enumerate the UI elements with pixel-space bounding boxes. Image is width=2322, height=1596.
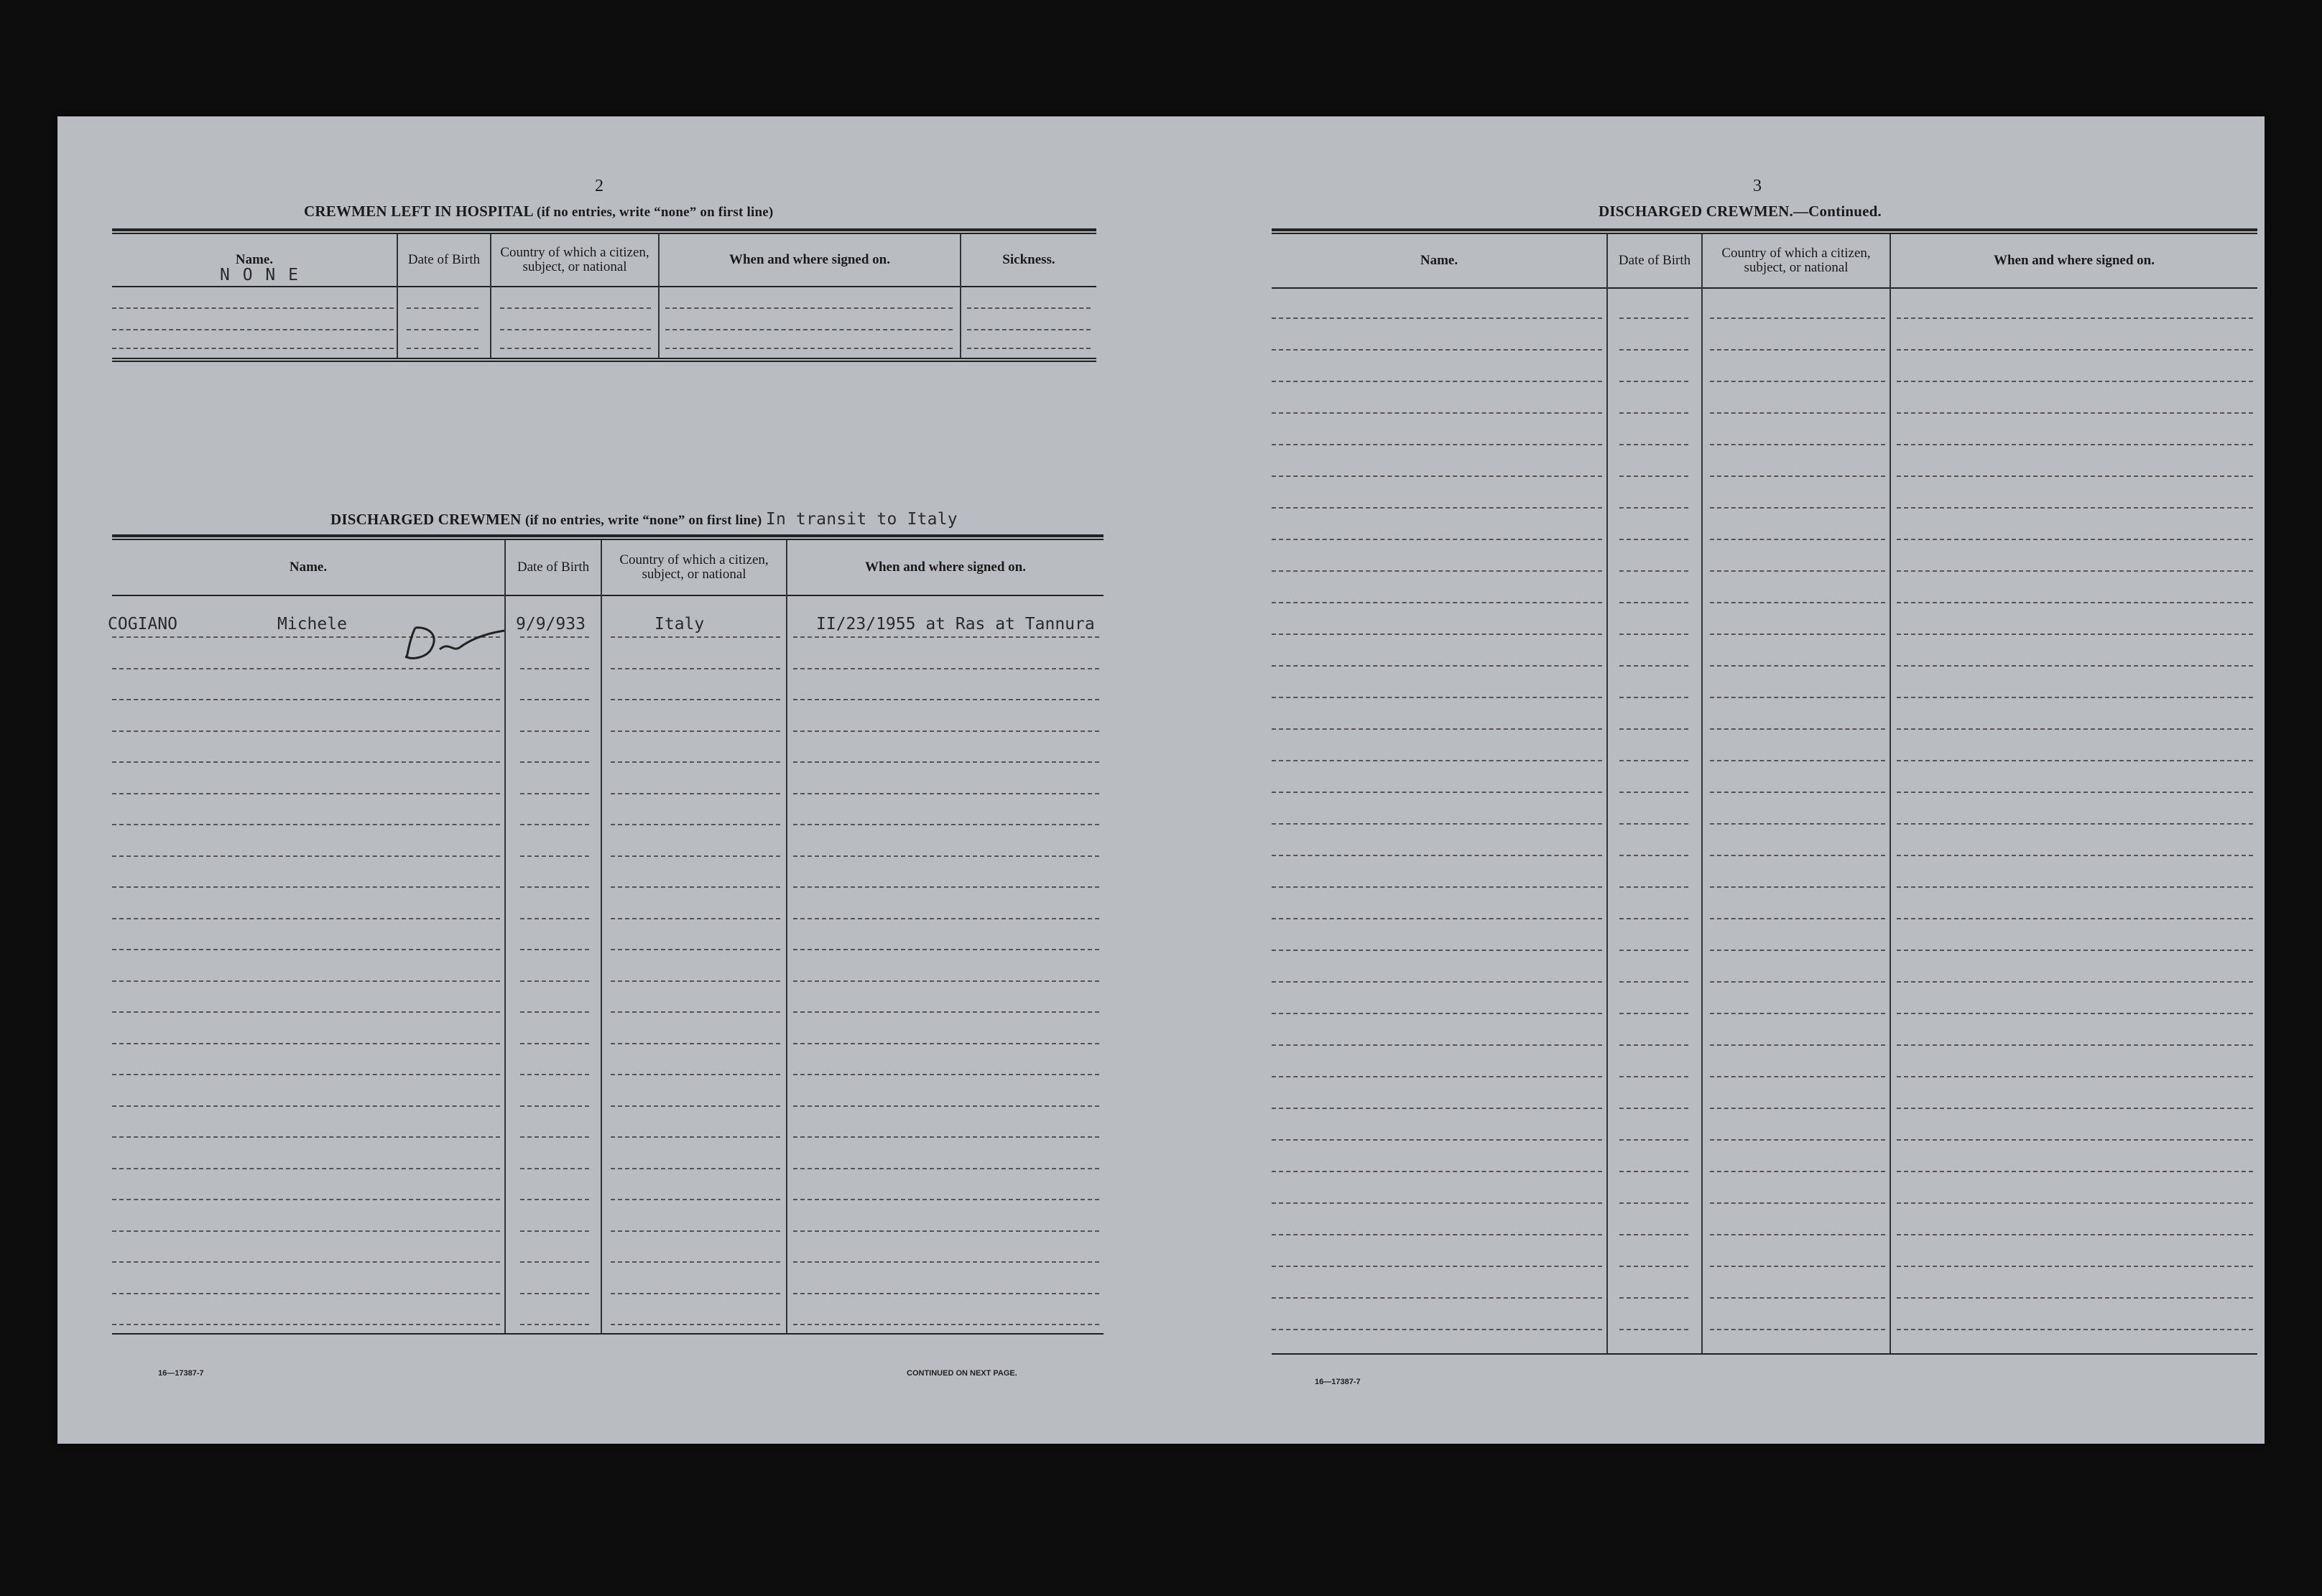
- entry-line: [112, 918, 500, 919]
- entry-line: [611, 824, 780, 825]
- entry-line: [793, 1199, 1099, 1200]
- entry-line: [1897, 981, 2253, 983]
- entry-line: [1897, 539, 2253, 540]
- entry-line: [1619, 444, 1688, 445]
- entry-line: [1897, 317, 2253, 319]
- entry-line: [1272, 349, 1602, 351]
- entry-line: [112, 949, 500, 950]
- entry-line: [611, 980, 780, 982]
- col-header-sickness: Sickness.: [1002, 252, 1055, 267]
- col-header-name: Name.: [289, 560, 328, 575]
- entry-line: [520, 1011, 589, 1013]
- entry-line: [611, 730, 780, 732]
- form-code-left: 16—17387-7: [158, 1369, 204, 1378]
- entry-line: [112, 1074, 500, 1075]
- entry-line: [1710, 981, 1885, 983]
- entry-line: [500, 329, 651, 330]
- entry-line: [1619, 381, 1688, 382]
- entry-line: [793, 699, 1099, 700]
- entry-line: [112, 761, 500, 763]
- entry-line: [407, 348, 478, 349]
- entry-line: [793, 1293, 1099, 1294]
- entry-line: [1897, 697, 2253, 698]
- entry-line: [112, 824, 500, 825]
- entry-line: [520, 980, 589, 982]
- entry-line: [1619, 760, 1688, 761]
- entry-line: [1897, 1266, 2253, 1267]
- entry-line: [1619, 634, 1688, 635]
- col-header-country: Country of which a citizen, subject, or national: [500, 245, 649, 274]
- entry-line: [611, 1261, 780, 1263]
- crewman-signed-on: II/23/1955 at Ras at Tannura: [816, 615, 1095, 634]
- entry-line: [793, 668, 1099, 669]
- entry-line: [665, 329, 953, 330]
- entry-line: [520, 636, 589, 638]
- entry-line: [1619, 792, 1688, 793]
- hospital-none-entry: N O N E: [220, 266, 300, 284]
- entry-line: [1619, 1266, 1688, 1267]
- entry-line: [611, 949, 780, 950]
- entry-line: [1710, 1139, 1885, 1141]
- entry-line: [520, 824, 589, 825]
- continued-note: CONTINUED ON NEXT PAGE.: [907, 1369, 1017, 1378]
- entry-line: [793, 855, 1099, 857]
- entry-line: [112, 1011, 500, 1013]
- crewman-given-name: Michele: [277, 615, 347, 634]
- entry-line: [1710, 918, 1885, 919]
- entry-line: [1710, 634, 1885, 635]
- entry-line: [611, 1293, 780, 1294]
- entry-line: [1619, 412, 1688, 414]
- entry-line: [520, 699, 589, 700]
- entry-line: [611, 1168, 780, 1169]
- entry-line: [500, 307, 651, 309]
- entry-line: [1710, 1266, 1885, 1267]
- entry-line: [793, 1136, 1099, 1138]
- entry-line: [1710, 855, 1885, 856]
- continued-section-title: DISCHARGED CREWMEN.—Continued.: [1599, 203, 1882, 220]
- handwritten-initials-signature: [399, 621, 507, 664]
- entry-line: [1710, 1329, 1885, 1330]
- entry-line: [793, 1261, 1099, 1263]
- entry-line: [1710, 1013, 1885, 1014]
- entry-line: [1619, 1044, 1688, 1046]
- entry-line: [611, 699, 780, 700]
- entry-line: [112, 699, 500, 700]
- entry-line: [1710, 475, 1885, 477]
- transit-note: In transit to Italy: [765, 510, 958, 529]
- entry-line: [793, 1011, 1099, 1013]
- entry-line: [112, 855, 500, 857]
- entry-line: [1619, 1013, 1688, 1014]
- entry-line: [1619, 539, 1688, 540]
- table-bottom-rule: [112, 1333, 1104, 1335]
- entry-line: [1619, 349, 1688, 351]
- discharged-table: [108, 534, 1104, 1339]
- entry-line: [112, 307, 394, 309]
- entry-line: [611, 1324, 780, 1325]
- entry-line: [1897, 1234, 2253, 1235]
- entry-line: [1897, 634, 2253, 635]
- entry-line: [1897, 665, 2253, 667]
- entry-line: [520, 761, 589, 763]
- entry-line: [611, 1011, 780, 1013]
- entry-line: [1897, 728, 2253, 730]
- entry-line: [520, 1136, 589, 1138]
- entry-line: [1619, 1202, 1688, 1204]
- entry-line: [611, 1105, 780, 1107]
- col-header-dob: Date of Birth: [517, 560, 590, 575]
- entry-line: [1272, 602, 1602, 603]
- entry-line: [520, 949, 589, 950]
- entry-line: [1272, 1139, 1602, 1141]
- entry-line: [1272, 1297, 1602, 1299]
- entry-line: [1619, 1108, 1688, 1109]
- entry-line: [1710, 412, 1885, 414]
- col-header-signed-on: When and where signed on.: [864, 560, 1026, 575]
- entry-line: [1272, 1108, 1602, 1109]
- entry-line: [112, 730, 500, 732]
- entry-line: [793, 1230, 1099, 1232]
- table-bottom-rule-2: [112, 361, 1096, 362]
- entry-line: [611, 636, 780, 638]
- entry-line: [611, 855, 780, 857]
- entry-line: [611, 886, 780, 888]
- entry-line: [520, 1324, 589, 1325]
- col-header-signed-on: When and where signed on.: [1993, 253, 2155, 268]
- entry-line: [1710, 792, 1885, 793]
- entry-line: [1710, 349, 1885, 351]
- entry-line: [793, 730, 1099, 732]
- entry-line: [1897, 1297, 2253, 1299]
- entry-line: [112, 1168, 500, 1169]
- form-code-right: 16—17387-7: [1315, 1378, 1361, 1386]
- col-header-country: Country of which a citizen, subject, or national: [619, 552, 769, 582]
- entry-line: [1710, 1108, 1885, 1109]
- entry-line: [1897, 823, 2253, 825]
- entry-line: [520, 1230, 589, 1232]
- entry-line: [1710, 507, 1885, 509]
- discharged-continued-table: [1272, 228, 2257, 1358]
- hospital-section-title: [304, 203, 773, 221]
- header-bottom-rule: [112, 595, 1104, 596]
- entry-line: [611, 761, 780, 763]
- entry-line: [1897, 349, 2253, 351]
- header-bottom-rule: [1272, 287, 2257, 289]
- entry-line: [1619, 697, 1688, 698]
- entry-line: [1272, 1076, 1602, 1077]
- col-divider: [1701, 234, 1703, 1353]
- entry-line: [1272, 1329, 1602, 1330]
- entry-line: [112, 1230, 500, 1232]
- hospital-table: [112, 228, 1096, 362]
- entry-line: [112, 793, 500, 794]
- entry-line: [1897, 1076, 2253, 1077]
- entry-line: [1897, 381, 2253, 382]
- entry-line: [1619, 855, 1688, 856]
- entry-line: [793, 1168, 1099, 1169]
- entry-line: [1619, 1297, 1688, 1299]
- hospital-title-text: CREWMEN LEFT IN HOSPITAL: [304, 203, 533, 220]
- entry-line: [1897, 1139, 2253, 1141]
- crewman-surname: COGIANO: [108, 615, 177, 634]
- entry-line: [665, 348, 953, 349]
- entry-line: [611, 918, 780, 919]
- entry-line: [1710, 1297, 1885, 1299]
- entry-line: [520, 668, 589, 669]
- entry-line: [1619, 728, 1688, 730]
- table-top-rule: [1272, 228, 2257, 231]
- col-divider: [601, 540, 602, 1333]
- entry-line: [1710, 539, 1885, 540]
- entry-line: [1710, 1044, 1885, 1046]
- entry-line: [793, 980, 1099, 982]
- entry-line: [1710, 728, 1885, 730]
- entry-line: [1710, 1202, 1885, 1204]
- entry-line: [520, 886, 589, 888]
- entry-line: [1897, 1108, 2253, 1109]
- entry-line: [520, 855, 589, 857]
- entry-line: [1619, 1171, 1688, 1172]
- entry-line: [520, 1293, 589, 1294]
- entry-line: [611, 1136, 780, 1138]
- entry-line: [1897, 1013, 2253, 1014]
- entry-line: [611, 1199, 780, 1200]
- entry-line: [967, 329, 1091, 330]
- entry-line: [1619, 1234, 1688, 1235]
- entry-line: [793, 886, 1099, 888]
- entry-line: [1710, 823, 1885, 825]
- entry-line: [1619, 1139, 1688, 1141]
- entry-line: [1897, 475, 2253, 477]
- entry-line: [112, 668, 500, 669]
- entry-line: [1897, 950, 2253, 951]
- col-divider: [1889, 234, 1891, 1353]
- table-top-rule-2: [112, 233, 1096, 234]
- table-bottom-rule: [112, 358, 1096, 359]
- entry-line: [112, 329, 394, 330]
- entry-line: [1272, 981, 1602, 983]
- entry-line: [112, 1043, 500, 1044]
- entry-line: [112, 348, 394, 349]
- entry-line: [793, 949, 1099, 950]
- entry-line: [967, 348, 1091, 349]
- entry-line: [1272, 823, 1602, 825]
- entry-line: [1272, 1266, 1602, 1267]
- entry-line: [1272, 1234, 1602, 1235]
- crewman-date-of-birth: 9/9/933: [516, 615, 586, 634]
- entry-line: [1710, 381, 1885, 382]
- entry-line: [112, 1105, 500, 1107]
- entry-line: [1272, 886, 1602, 888]
- entry-line: [793, 793, 1099, 794]
- discharged-section-title: [330, 510, 958, 529]
- entry-line: [1619, 918, 1688, 919]
- entry-line: [520, 730, 589, 732]
- entry-line: [112, 980, 500, 982]
- entry-line: [1897, 602, 2253, 603]
- col-header-country: Country of which a citizen, subject, or national: [1721, 246, 1871, 275]
- entry-line: [1272, 1171, 1602, 1172]
- entry-line: [1710, 602, 1885, 603]
- entry-line: [1272, 760, 1602, 761]
- entry-line: [1897, 792, 2253, 793]
- entry-line: [793, 1074, 1099, 1075]
- table-top-rule: [112, 534, 1104, 537]
- left-page: [57, 116, 1121, 1444]
- entry-line: [1272, 412, 1602, 414]
- entry-line: [1710, 1234, 1885, 1235]
- entry-line: [520, 1261, 589, 1263]
- entry-line: [1619, 823, 1688, 825]
- entry-line: [1897, 855, 2253, 856]
- hospital-title-note: (if no entries, write “none” on first line): [536, 205, 774, 220]
- entry-line: [665, 307, 953, 309]
- entry-line: [611, 1074, 780, 1075]
- entry-line: [1272, 539, 1602, 540]
- entry-line: [407, 329, 478, 330]
- entry-line: [112, 1261, 500, 1263]
- entry-line: [1619, 507, 1688, 509]
- entry-line: [1272, 444, 1602, 445]
- entry-line: [520, 1168, 589, 1169]
- table-top-rule: [112, 228, 1096, 231]
- entry-line: [1710, 950, 1885, 951]
- entry-line: [1619, 602, 1688, 603]
- entry-line: [1272, 475, 1602, 477]
- entry-line: [112, 1199, 500, 1200]
- entry-line: [1710, 444, 1885, 445]
- entry-line: [793, 1105, 1099, 1107]
- entry-line: [793, 918, 1099, 919]
- table-top-rule-2: [1272, 233, 2257, 234]
- entry-line: [1897, 444, 2253, 445]
- col-header-dob: Date of Birth: [1618, 253, 1691, 268]
- col-divider: [1606, 234, 1608, 1353]
- entry-line: [1619, 475, 1688, 477]
- entry-line: [1897, 886, 2253, 888]
- table-bottom-rule: [1272, 1353, 2257, 1355]
- right-page: [1193, 116, 2265, 1444]
- entry-line: [1272, 728, 1602, 730]
- table-top-rule-2: [112, 539, 1104, 540]
- document-sheet: [57, 116, 2265, 1444]
- entry-line: [1272, 665, 1602, 667]
- entry-line: [1897, 1044, 2253, 1046]
- entry-line: [1897, 507, 2253, 509]
- entry-line: [1272, 570, 1602, 572]
- entry-line: [967, 307, 1091, 309]
- entry-line: [112, 1293, 500, 1294]
- entry-line: [1710, 1171, 1885, 1172]
- entry-line: [520, 793, 589, 794]
- page-number-left: 2: [595, 177, 603, 195]
- entry-line: [1619, 665, 1688, 667]
- entry-line: [1897, 570, 2253, 572]
- entry-line: [1272, 918, 1602, 919]
- entry-line: [793, 761, 1099, 763]
- entry-line: [793, 824, 1099, 825]
- entry-line: [112, 1324, 500, 1325]
- entry-line: [1272, 507, 1602, 509]
- page-number-right: 3: [1753, 177, 1762, 195]
- entry-line: [520, 918, 589, 919]
- entry-line: [1272, 855, 1602, 856]
- entry-line: [1272, 1013, 1602, 1014]
- discharged-title-note: (if no entries, write “none” on first line): [525, 513, 762, 528]
- entry-line: [1619, 1329, 1688, 1330]
- entry-line: [520, 1074, 589, 1075]
- entry-line: [1272, 634, 1602, 635]
- entry-line: [1272, 381, 1602, 382]
- entry-line: [1710, 760, 1885, 761]
- entry-line: [1710, 570, 1885, 572]
- entry-line: [520, 1043, 589, 1044]
- col-header-name: Name.: [235, 252, 274, 267]
- entry-line: [1897, 1171, 2253, 1172]
- entry-line: [1272, 1044, 1602, 1046]
- entry-line: [1710, 665, 1885, 667]
- entry-line: [1710, 1076, 1885, 1077]
- entry-line: [1897, 1202, 2253, 1204]
- entry-line: [520, 1199, 589, 1200]
- entry-line: [407, 307, 478, 309]
- entry-line: [1710, 886, 1885, 888]
- entry-line: [611, 1230, 780, 1232]
- discharged-title-text: DISCHARGED CREWMEN: [330, 511, 522, 528]
- entry-line: [1272, 950, 1602, 951]
- entry-line: [611, 668, 780, 669]
- entry-line: [611, 1043, 780, 1044]
- entry-line: [793, 636, 1099, 638]
- entry-line: [112, 886, 500, 888]
- entry-line: [1272, 1202, 1602, 1204]
- entry-line: [1272, 697, 1602, 698]
- entry-line: [1272, 792, 1602, 793]
- entry-line: [611, 793, 780, 794]
- col-header-dob: Date of Birth: [407, 252, 481, 267]
- entry-line: [1710, 697, 1885, 698]
- entry-line: [1897, 760, 2253, 761]
- entry-line: [1897, 918, 2253, 919]
- entry-line: [520, 1105, 589, 1107]
- entry-line: [793, 1043, 1099, 1044]
- entry-line: [1619, 1076, 1688, 1077]
- entry-line: [1619, 950, 1688, 951]
- col-header-signed-on: When and where signed on.: [728, 252, 890, 267]
- entry-line: [1619, 981, 1688, 983]
- entry-line: [112, 1136, 500, 1138]
- entry-line: [500, 348, 651, 349]
- entry-line: [1710, 317, 1885, 319]
- entry-line: [1619, 570, 1688, 572]
- crewman-country: Italy: [654, 615, 705, 634]
- entry-line: [1619, 886, 1688, 888]
- entry-line: [793, 1324, 1099, 1325]
- col-divider: [786, 540, 787, 1333]
- header-bottom-rule: [112, 286, 1096, 287]
- entry-line: [1272, 317, 1602, 319]
- col-header-name: Name.: [1420, 253, 1458, 268]
- entry-line: [1619, 317, 1688, 319]
- entry-line: [1897, 412, 2253, 414]
- entry-line: [1897, 1329, 2253, 1330]
